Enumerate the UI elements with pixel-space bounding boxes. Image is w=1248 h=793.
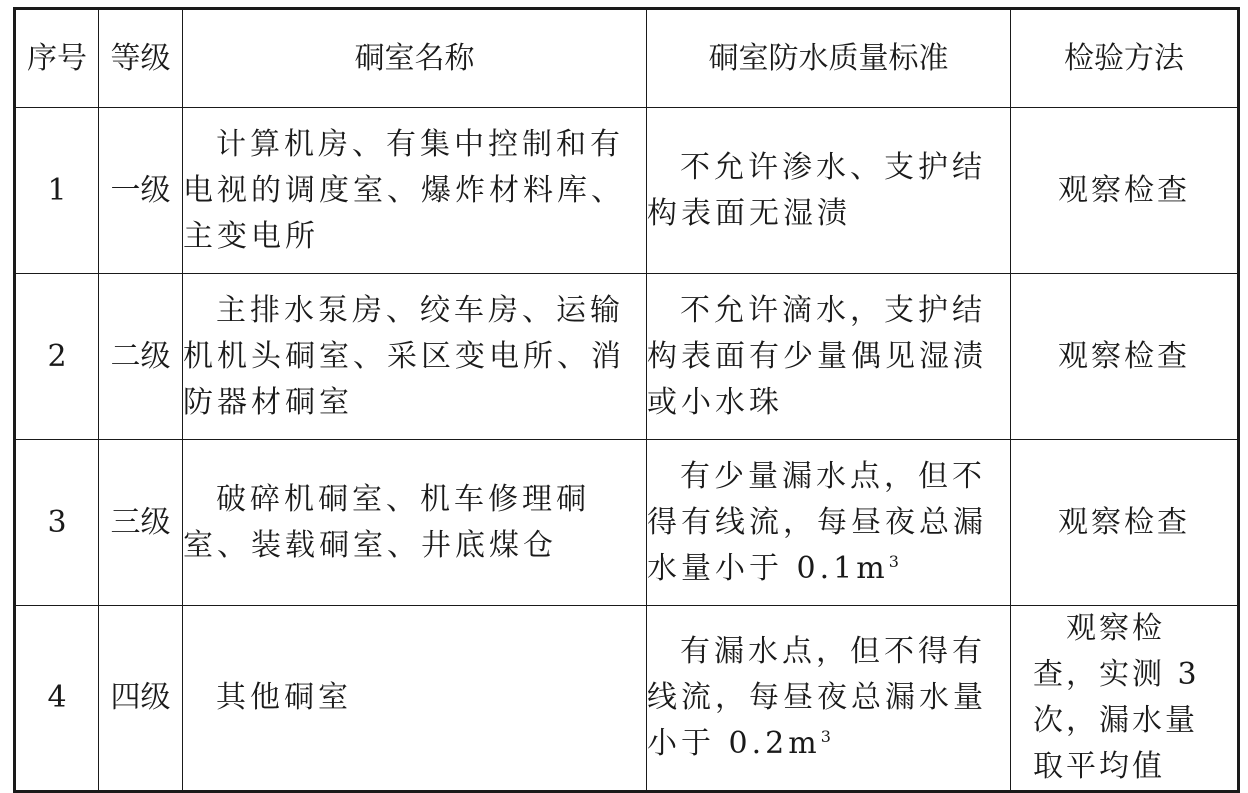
row-method-text: 观察检查，实测 3 次，漏水量取平均值	[1033, 611, 1200, 784]
unit-superscript: 3	[888, 551, 903, 571]
row-standard-text: 不允许渗水、支护结构表面无湿渍	[647, 149, 986, 231]
row-standard-text	[647, 629, 1010, 767]
row-no: 1	[15, 108, 99, 274]
row-standard-text: 不允许滴水，支护结构表面有少量偶见湿渍或小水珠	[647, 292, 987, 420]
unit-superscript: 3	[820, 727, 835, 746]
row-chamber-name-text: 主排水泵房、绞车房、运输机机头硐室、采区变电所、消防器材硐室	[183, 292, 625, 420]
row-grade: 一级	[99, 108, 183, 274]
row-standard-text	[647, 454, 1010, 592]
row-standard-main: 有漏水点，但不得有线流，每昼夜总漏水量小于 0.2m	[647, 634, 987, 761]
row-grade: 二级	[99, 274, 183, 440]
row-standard-main: 有少量漏水点，但不得有线流，每昼夜总漏水量小于 0.1m	[647, 458, 987, 586]
table-row	[15, 606, 1239, 792]
row-method: 观察检查	[1011, 274, 1239, 440]
header-standard: 硐室防水质量标准	[647, 9, 1011, 108]
row-chamber-name	[183, 108, 647, 274]
table-row	[15, 274, 1239, 440]
row-standard	[647, 440, 1011, 606]
row-chamber-name-text: 破碎机硐室、机车修理硐室、装载硐室、井底煤仓	[183, 481, 590, 563]
header-name: 硐室名称	[183, 9, 647, 108]
table-row	[15, 440, 1239, 606]
table-row	[15, 108, 1239, 274]
row-grade: 四级	[99, 606, 183, 792]
row-no: 2	[15, 274, 99, 440]
row-standard	[647, 108, 1011, 274]
row-chamber-name-text: 计算机房、有集中控制和有电视的调度室、爆炸材料库、主变电所	[183, 126, 625, 254]
row-grade: 三级	[99, 440, 183, 606]
row-chamber-name	[183, 606, 647, 792]
row-method	[1011, 606, 1239, 792]
header-method: 检验方法	[1011, 9, 1239, 108]
row-chamber-name	[183, 440, 647, 606]
row-method: 观察检查	[1011, 440, 1239, 606]
header-no: 序号	[15, 9, 99, 108]
row-no: 4	[15, 606, 99, 792]
header-grade: 等级	[99, 9, 183, 108]
header-row	[15, 9, 1239, 108]
chamber-waterproof-table	[13, 7, 1240, 793]
row-chamber-name-text: 其他硐室	[216, 680, 352, 715]
row-method: 观察检查	[1011, 108, 1239, 274]
row-chamber-name	[183, 274, 647, 440]
row-standard	[647, 606, 1011, 792]
row-standard	[647, 274, 1011, 440]
row-no: 3	[15, 440, 99, 606]
